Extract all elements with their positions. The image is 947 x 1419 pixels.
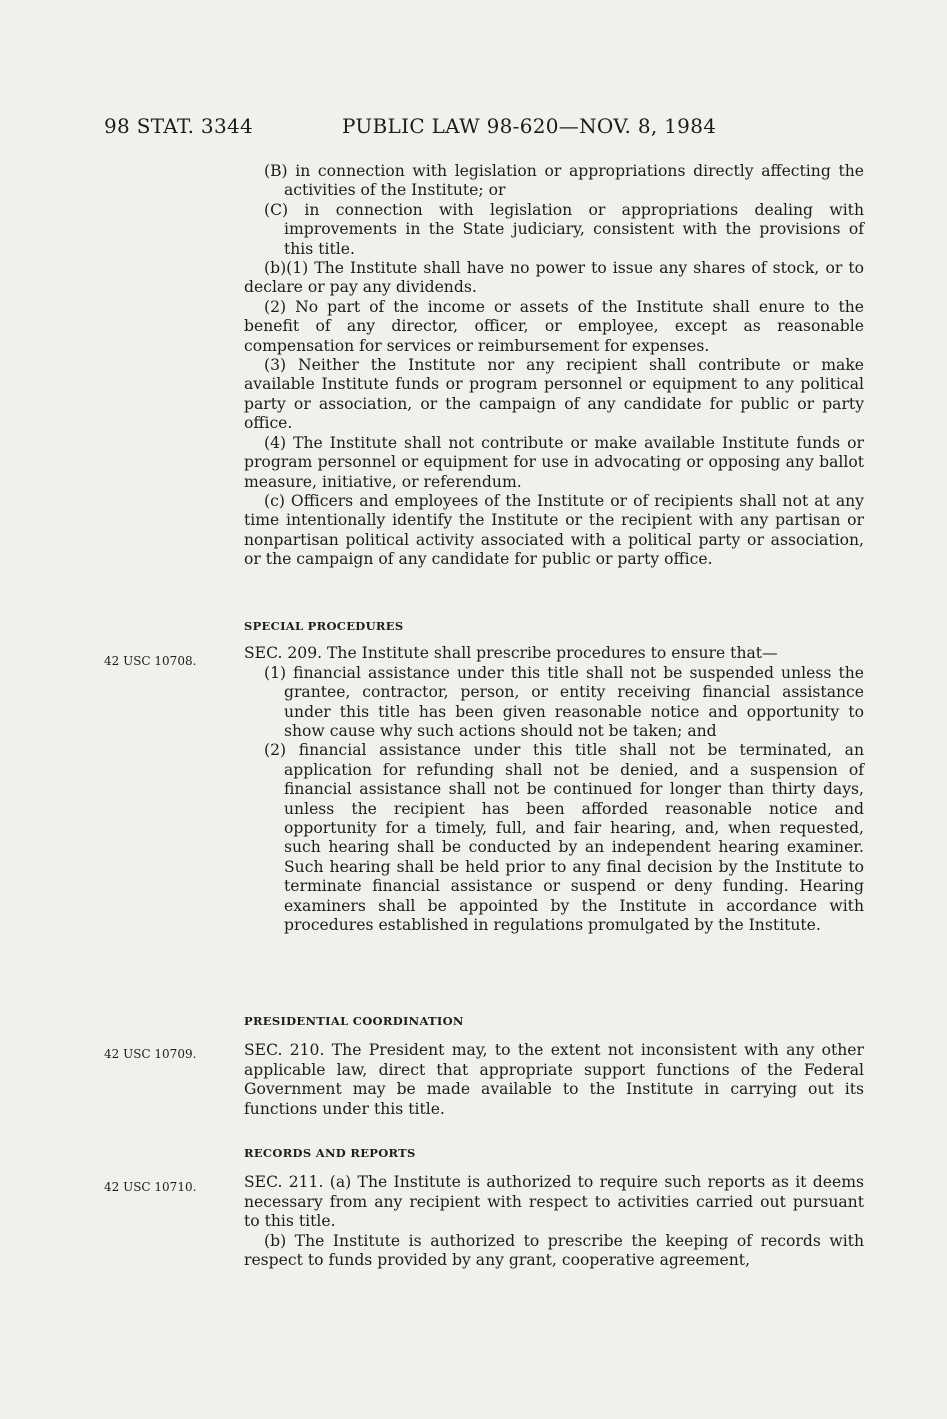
section-210 <box>244 1012 864 1119</box>
sec-209-item-1: (1) financial assistance under this title shall not be suspended unless the grantee, contractor, person, or entity receiving financial assistance under this title has been given reasonable notice and opportunity to show cause why such actions should not be taken; and <box>264 663 864 741</box>
statute-page-number: 98 STAT. 3344 <box>104 114 254 138</box>
paragraph-2: (2) No part of the income or assets of the Institute shall enure to the benefit of any director, officer, or employee, except as reasonable compensation for services or reimbursement for expenses. <box>244 297 864 355</box>
continued-section-text <box>244 162 864 570</box>
sec-211-a: SEC. 211. (a) The Institute is authorized to require such reports as it deems necessary from any recipient with respect to activities carried out pursuant to this title. <box>244 1173 864 1231</box>
clause-b: (B) in connection with legislation or appropriations directly affecting the activities of the Institute; or <box>264 162 864 200</box>
citation-42-usc-10710: 42 USC 10710. <box>104 1180 197 1194</box>
paragraph-c: (c) Officers and employees of the Institute or of recipients shall not at any time intentionally identify the Institute or the recipient with any partisan or nonpartisan political activity associated with a political party or association, or the campaign of any candidate for public or party office. <box>244 491 864 569</box>
citation-42-usc-10708: 42 USC 10708. <box>104 654 197 668</box>
sec-211-b: (b) The Institute is authorized to prescribe the keeping of records with respect to funds provided by any grant, cooperative agreement, <box>244 1231 864 1270</box>
paragraph-b1: (b)(1) The Institute shall have no power to issue any shares of stock, or to declare or pay any dividends. <box>244 259 864 297</box>
section-209 <box>244 617 864 936</box>
heading-presidential-coordination: PRESIDENTIAL COORDINATION <box>244 1014 464 1028</box>
section-211 <box>244 1144 864 1270</box>
paragraph-4: (4) The Institute shall not contribute or make available Institute funds or program personnel or equipment for use in advocating or opposing any ballot measure, initiative, or referendum. <box>244 433 864 491</box>
sec-209-intro: SEC. 209. The Institute shall prescribe procedures to ensure that— <box>244 644 778 663</box>
public-law-header: PUBLIC LAW 98-620—NOV. 8, 1984 <box>342 114 717 138</box>
sec-209-item-2: (2) financial assistance under this title shall not be terminated, an application for refunding shall not be denied, and a suspension of financial assistance shall not be continued for longer than thirty days, unless the recipient has been afforded reasonable notice and opportunity for a timely, full, and fair hearing, and, when requested, such hearing shall be conducted by an independent hearing examiner. Such hearing shall be held prior to any final decision by the Institute to terminate financial assistance or suspend or deny funding. Hearing examiners shall be appointed by the Institute in accordance with procedures established in regulations promulgated by the Institute. <box>264 741 864 935</box>
sec-210-text: SEC. 210. The President may, to the extent not inconsistent with any other applicable law, direct that appropriate support functions of the Federal Government may be made available to the Institute in carrying out its functions under this title. <box>244 1041 864 1118</box>
heading-special-procedures: SPECIAL PROCEDURES <box>244 619 404 633</box>
citation-42-usc-10709: 42 USC 10709. <box>104 1047 197 1061</box>
heading-records-and-reports: RECORDS AND REPORTS <box>244 1146 416 1160</box>
paragraph-3: (3) Neither the Institute nor any recipient shall contribute or make available Institute funds or program personnel or equipment to any political party or association, or the campaign of any candidate for public or party office. <box>244 356 864 433</box>
clause-c: (C) in connection with legislation or appropriations dealing with improvements in the State judiciary, consistent with the provisions of this title. <box>264 200 864 258</box>
